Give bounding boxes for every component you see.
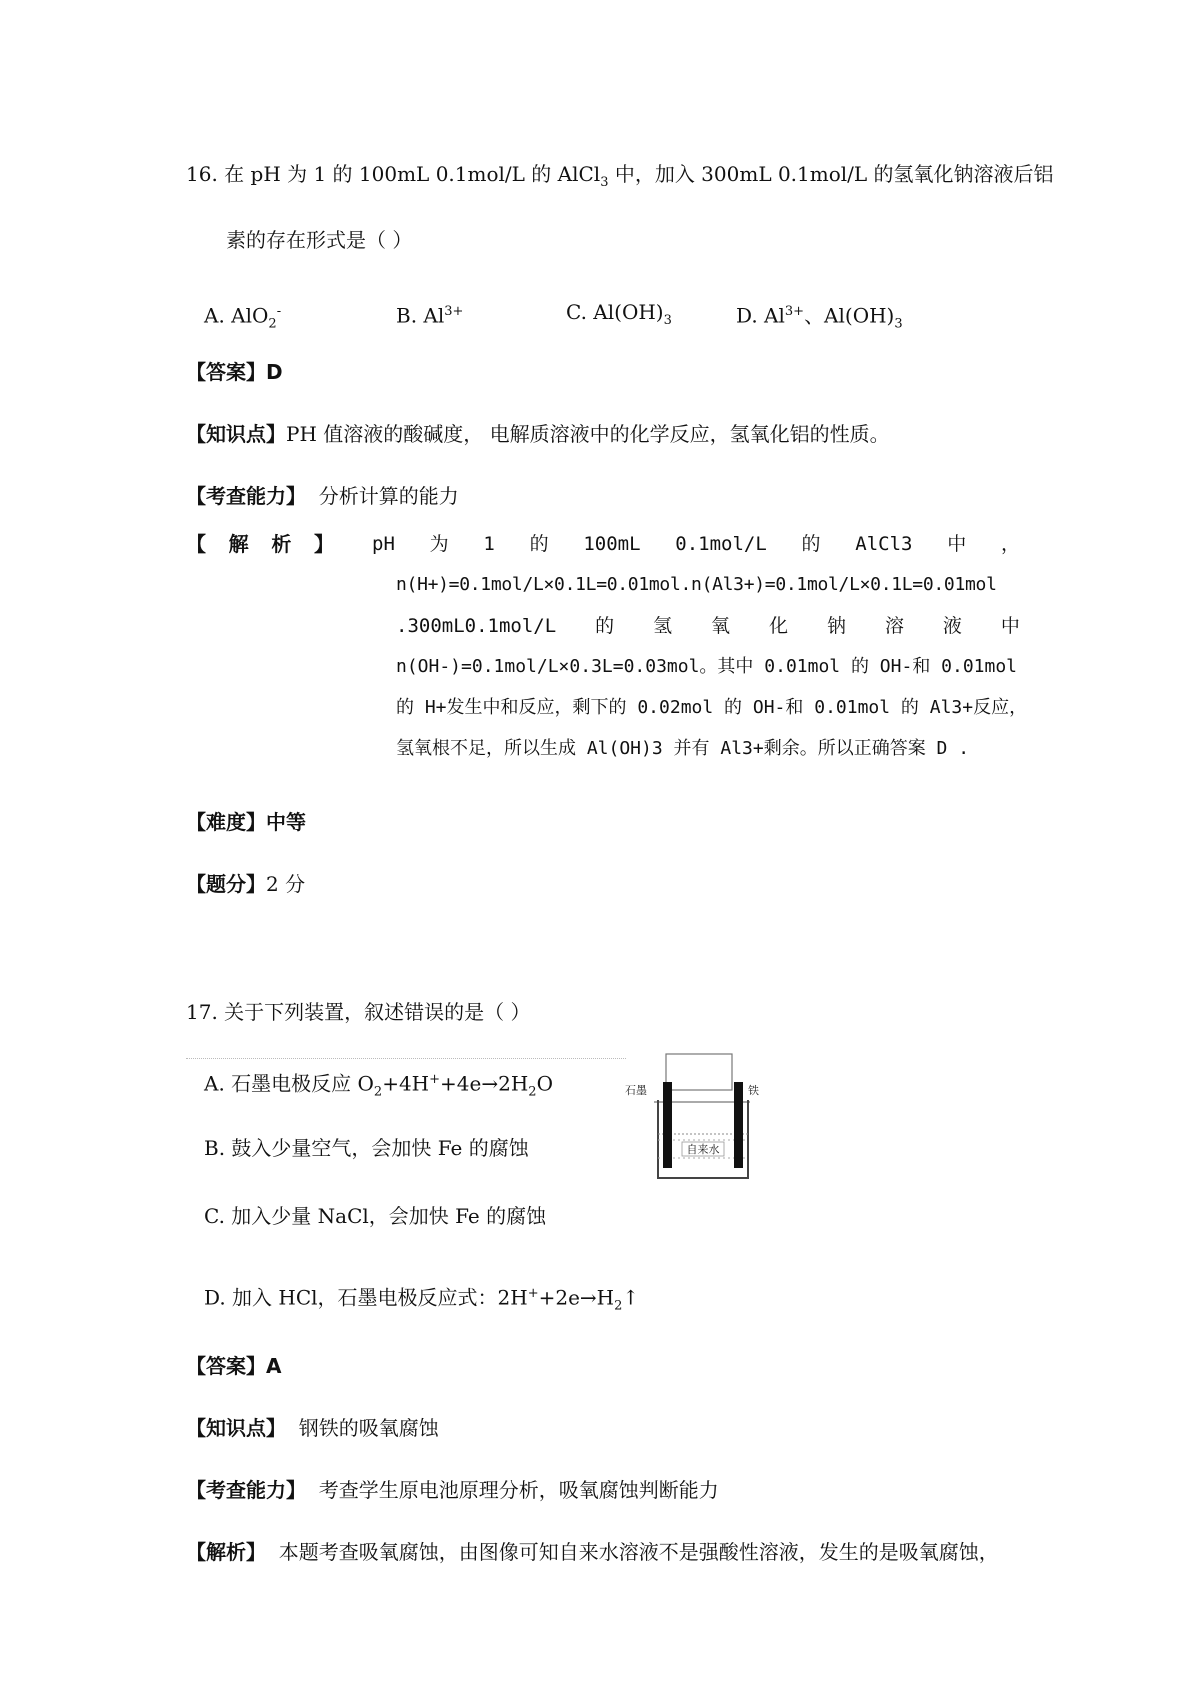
difficulty-value: 中等 xyxy=(266,810,306,834)
q17-stem: 17. 关于下列装置，叙述错误的是（ ） xyxy=(186,1000,531,1024)
q17-option-c: C. 加入少量 NaCl，会加快 Fe 的腐蚀 xyxy=(204,1204,547,1228)
q16-stem-line2: 素的存在形式是（ ） xyxy=(226,228,413,252)
q16-answer xyxy=(186,358,283,386)
knowledge-text: PH 值溶液的酸碱度， 电解质溶液中的化学反应，氢氧化铝的性质。 xyxy=(286,422,890,446)
q16-option-d: D. $Al^{3+}$、$Al(OH)_3$ xyxy=(736,303,903,332)
ability-tag: 【考查能力】 xyxy=(186,484,306,508)
graphite-label: 石墨 xyxy=(625,1084,647,1097)
ability-tag: 【考查能力】 xyxy=(186,1478,306,1502)
water-label: 自来水 xyxy=(686,1143,720,1156)
q16-analysis-line3: .300mL0.1mol/L 的 氢 氧 化 钠 溶 液 中 xyxy=(396,615,1020,637)
q17-knowledge xyxy=(186,1414,439,1442)
q16-ability xyxy=(186,482,459,510)
answer-value: A xyxy=(266,1354,282,1378)
q16-knowledge xyxy=(186,420,890,448)
q16-analysis-line5: 的 H+发生中和反应，剩下的 0.02mol 的 OH-和 0.01mol 的 Al3+反应， xyxy=(396,697,1028,718)
q16-analysis-line1: pH 为 1 的 100mL 0.1mol/L 的 AlCl3 中 ， xyxy=(372,533,1020,555)
q16-score xyxy=(186,870,305,898)
knowledge-tag: 【知识点】 xyxy=(186,422,286,446)
answer-tag: 【答案】 xyxy=(186,360,266,384)
ability-text: 分析计算的能力 xyxy=(318,484,459,508)
iron-label: 铁 xyxy=(748,1084,759,1097)
analysis-text: 本题考查吸氧腐蚀，由图像可知自来水溶液不是强酸性溶液，发生的是吸氧腐蚀， xyxy=(278,1540,999,1564)
answer-value: D xyxy=(266,360,283,384)
difficulty-tag: 【难度】 xyxy=(186,810,266,834)
q17-analysis xyxy=(186,1538,999,1566)
graphite-electrode xyxy=(663,1082,672,1168)
iron-electrode xyxy=(734,1082,743,1168)
q16-option-a: A. AlO$_2$- xyxy=(204,303,282,332)
q16-difficulty xyxy=(186,808,306,836)
q16-stem-line1: 16. 在 pH 为 1 的 100mL 0.1mol/L 的 AlCl$_3$ 中，加入 300mL 0.1mol/L 的氢氧化钠溶液后铝 xyxy=(186,162,1054,190)
q16-analysis-line6: 氢氧根不足，所以生成 Al(OH)3 并有 Al3+剩余。所以正确答案 D . xyxy=(396,738,970,759)
q17-ability xyxy=(186,1476,719,1504)
electrochemical-cell-figure xyxy=(624,1052,784,1184)
wire xyxy=(666,1054,732,1090)
q17-option-b: B. 鼓入少量空气，会加快 Fe 的腐蚀 xyxy=(204,1136,529,1160)
q17-answer xyxy=(186,1352,281,1380)
score-tag: 【题分】 xyxy=(186,872,266,896)
knowledge-tag: 【知识点】 xyxy=(186,1416,286,1440)
q16-analysis-line4: n(OH-)=0.1mol/L×0.3L=0.03mol。其中 0.01mol 的 OH-和 0.01mol xyxy=(396,656,1018,677)
analysis-tag: 【解析】 xyxy=(186,1540,266,1564)
dotted-separator xyxy=(186,1058,626,1059)
ability-text: 考查学生原电池原理分析，吸氧腐蚀判断能力 xyxy=(318,1478,719,1502)
q17-option-d: D. 加入 HCl，石墨电极反应式：$2H^++2e\to H_2↑$ xyxy=(204,1285,640,1314)
q16-option-c: C. $Al(OH)_3$ xyxy=(566,300,672,328)
q16-analysis-tag: 【 解 析 】 xyxy=(186,532,334,556)
q17-option-a: A. 石墨电极反应 $O_2+4H^++4e\to 2H_2O$ xyxy=(204,1071,553,1100)
knowledge-text: 钢铁的吸氧腐蚀 xyxy=(298,1416,439,1440)
q16-analysis-line2: n(H+)=0.1mol/L×0.1L=0.01mol.n(Al3+)=0.1mol/L×0.1L=0.01mol xyxy=(396,574,997,595)
answer-tag: 【答案】 xyxy=(186,1354,266,1378)
q16-option-b: B. $Al^{3+}$ xyxy=(396,303,464,328)
score-value: 2 分 xyxy=(266,872,306,896)
